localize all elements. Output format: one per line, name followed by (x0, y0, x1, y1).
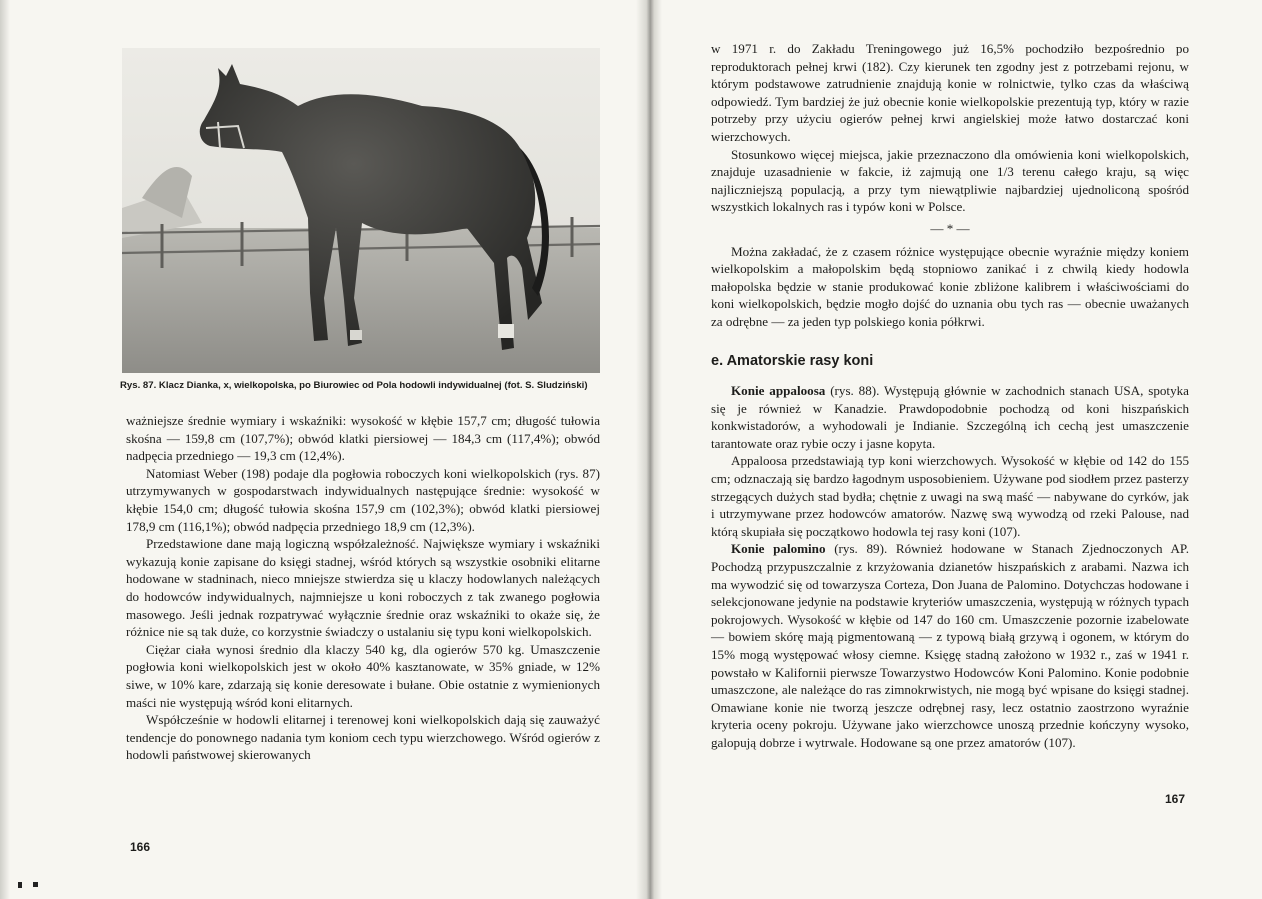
paragraph-palomino (711, 540, 1189, 751)
paragraph: Natomiast Weber (198) podaje dla pogłowia roboczych koni wielkopolskich (rys. 87) utrzymywanych w gospodarstwach indywidualnych następujące średnie: wysokość w kłębie 154,0 cm; długość tułowia skośna 157,9 cm (102,3%); obwód klatki piersiowej 178,9 cm (116,1%); obwód nadpęcia przedniego 18,9 cm (12,3%). (126, 465, 600, 534)
paragraph: w 1971 r. do Zakładu Treningowego już 16,5% pochodziło bezpośrednio po reproduktorach pełnej krwi (182). Czy kierunek ten zgodny jest z potrzebami rejonu, w którym podstawowe zatrudnienie znajdują konie w rolnictwie, tylko czas da właściwą odpowiedź. Tym bardziej że już obecnie konie wielkopolskie prezentują typ, który w razie potrzeby przy użyciu ogierów pełnej krwi angielskiej może łatwo dostarczać koni wierzchowych. (711, 41, 1189, 144)
term-palomino: Konie palomino (731, 541, 826, 557)
right-body-text (711, 40, 1189, 752)
book-gutter (636, 0, 662, 899)
paragraph: Ciężar ciała wynosi średnio dla klaczy 540 kg, dla ogierów 570 kg. Umaszczenie pogłowia koni wielkopolskich jest w około 40% kasztanowate, w 35% gniade, w 12% siwe, w 10% kare, zdarzają się konie deresowate i bułane. Obie ostatnie z wymienionych maści nie występują wśród koni elitarnych. (126, 641, 600, 710)
right-page (703, 40, 1189, 880)
page-edge-shadow (0, 0, 10, 899)
paragraph: Przedstawione dane mają logiczną współzależność. Największe wymiary i wskaźniki wykazują konie zapisane do księgi stadnej, wśród których są wszystkie osobniki elitarne hodowane w stadninach, nieco mniejsze stwierdza się u klaczy hodowlanych należących do hodowców indywidualnych, najmniejsze u koni roboczych z tak zwanego pogłowia masowego. Jeśli jednak rozpatrywać wyłącznie średnie oraz wskaźniki to okaże się, że różnice nie są tak duże, co korzystnie świadczy o ustalaniu się typu koni wielkopolskich. (126, 536, 600, 640)
figure-caption: Rys. 87. Klacz Dianka, x, wielkopolska, po Biurowiec od Pola hodowli indywidualnej (fot. S. Sludziński) (120, 380, 588, 391)
page-number: 167 (1165, 792, 1186, 806)
paragraph: Współcześnie w hodowli elitarnej i terenowej koni wielkopolskich dają się zauważyć tendencje do ponownego nadania tym koniom cech typu wierzchowego. Wśród ogierów z hodowli państwowej skierowanych (126, 712, 600, 763)
paragraph: Można zakładać, że z czasem różnice występujące obecnie wyraźnie między koniem wielkopolskim a małopolskim będą stopniowo zanikać i z chwilą kiedy hodowla małopolska będzie w stanie produkować konie zbliżone kalibrem i właściwościami do koni wielkopolskich, będzie mogło dojść do uznania obu tych ras — obecnie uważanych za odrębne — za jeden typ polskiego konia półkrwi. (711, 243, 1189, 329)
page-number: 166 (130, 840, 151, 854)
left-page (118, 40, 604, 880)
paragraph-text: (rys. 88). Występują głównie w zachodnich stanach USA, spotyka się je również w Kanadzie. Prawdopodobnie pochodzą od koni hiszpańskich konkwistadorów, a wyhodowali je Indianie. Szczególną ich cechą jest umaszczenie tarantowate oraz rybie oczy i jasne kopyta. (711, 383, 1189, 451)
paragraph: Appaloosa przedstawiają typ koni wierzchowych. Wysokość w kłębie od 142 do 155 cm; odznaczają się bardzo łagodnym usposobieniem. Używane pod siodłem przez pasterzy strzegących dużych stad bydła; chętnie z uwagi na swą maść — nabywane do cyrków, jak i utrzymywane przez hodowców amatorów. Nazwę swą wywodzą od rzeki Palouse, nad którą skupiała się początkowo hodowla tej rasy koni (107). (711, 453, 1189, 539)
term-appaloosa: Konie appaloosa (731, 383, 826, 399)
scan-mark (33, 882, 38, 887)
section-heading: e. Amatorskie rasy koni (711, 352, 874, 369)
scan-mark (18, 882, 22, 888)
paragraph: Stosunkowo więcej miejsca, jakie przeznaczono dla omówienia koni wielkopolskich, znajduje uzasadnienie w fakcie, iż zajmują one 1/3 terenu całego kraju, są więc najliczniejszą populacją, a przy tym niewątpliwie najbardziej ujednoliconą spośród wszystkich lokalnych ras i typów koni w Polsce. (711, 146, 1189, 215)
section-separator: — * — (930, 220, 970, 236)
paragraph-appaloosa (711, 382, 1189, 452)
paragraph-text: (rys. 89). Również hodowane w Stanach Zjednoczonych AP. Pochodzą przypuszczalnie z krzyżowania dzianetów hiszpańskich z arabami. Nazwa ich ma wywodzić się od towarzysza Corteza, Don Juana de Palomino. Dotychczas hodowane i selekcjonowane jedynie na podstawie kryteriów umaszczenia, występują w różnych typach pokrojowych. Wysokość w kłębie od 147 do 160 cm. Umaszczenie pozornie izabelowate — bowiem skórę mają pigmentowaną — z typową białą grzywą i ogonem, w którym do 15% mogą występować włosy ciemne. Księgę stadną założono w 1932 r., zaś w 1941 r. powstało w Kalifornii pierwsze Towarzystwo Hodowców Koni Palomino. Konie podobnie umaszczone, ale należące do ras zimnokrwistych, nie mogą być wpisane do księgi stadnej. Omawiane konie nie tworzą jeszcze odrębnej rasy, lecz ostatnio zaostrzono wyraźnie kryteria oceny pokroju. Używane jako wierzchowce unoszą przednie kończyny wysoko, galopują dobrze i wytrwale. Hodowane są one przez amatorów (107). (711, 541, 1189, 750)
left-body-text (126, 412, 600, 764)
paragraph: ważniejsze średnie wymiary i wskaźniki: wysokość w kłębie 157,7 cm; długość tułowia skośna — 159,8 cm (107,7%); obwód klatki piersiowej — 184,3 cm (117,4%); obwód nadpęcia przedniego — 19,3 cm (12,4%). (126, 413, 600, 464)
horse-photo-drawing (122, 48, 600, 373)
horse-photo (122, 48, 600, 373)
